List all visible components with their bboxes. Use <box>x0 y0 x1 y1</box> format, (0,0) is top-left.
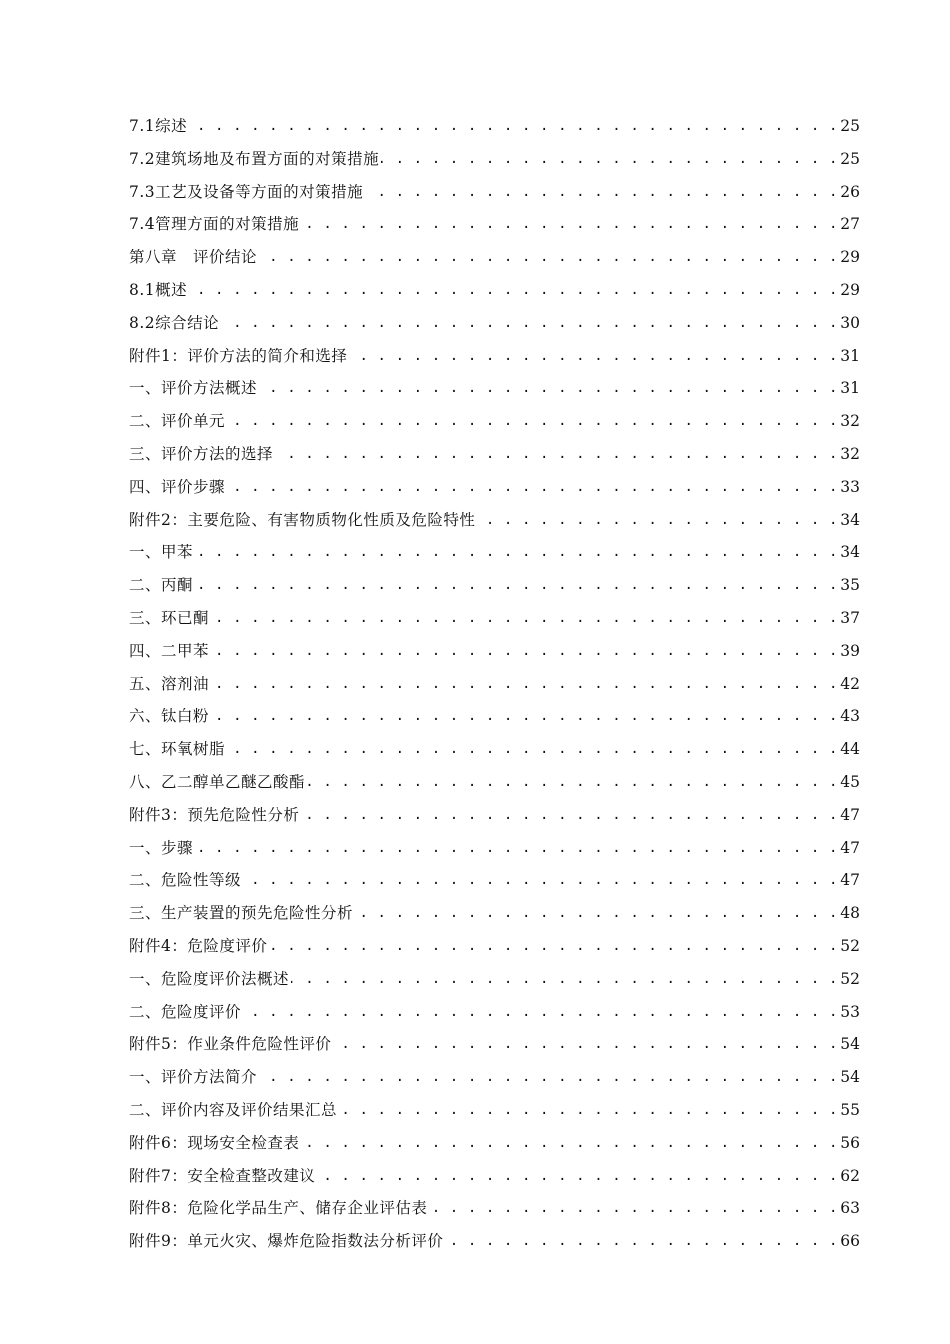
toc-entry[interactable] <box>129 241 860 274</box>
toc-dot-leader <box>307 766 838 799</box>
toc-entry[interactable] <box>129 1094 860 1127</box>
toc-entry-page-number: 47 <box>840 871 860 890</box>
toc-entry-page-number: 31 <box>840 346 860 365</box>
toc-dot-leader <box>259 1061 838 1094</box>
toc-entry-title: 一、评价方法概述 <box>129 379 258 398</box>
toc-dot-leader <box>445 1225 838 1258</box>
toc-entry-title: 附件7：安全检查整改建议 <box>129 1166 316 1185</box>
toc-entry-page-number: 47 <box>840 838 860 857</box>
toc-dot-leader <box>227 733 838 766</box>
toc-entry[interactable] <box>129 1225 860 1258</box>
toc-entry[interactable] <box>129 996 860 1029</box>
toc-entry-title: 二、丙酮 <box>129 576 194 595</box>
toc-entry-title: 三、评价方法的选择 <box>129 444 274 463</box>
toc-entry[interactable] <box>129 143 860 176</box>
toc-dot-leader <box>211 635 838 668</box>
toc-entry-page-number: 26 <box>840 182 860 201</box>
toc-dot-leader <box>381 143 838 176</box>
toc-entry-title: 六、钛白粉 <box>129 707 210 726</box>
toc-entry-page-number: 25 <box>840 149 860 168</box>
toc-entry-title: 七、环氧树脂 <box>129 740 226 759</box>
toc-dot-leader <box>275 438 838 471</box>
toc-entry-page-number: 48 <box>840 904 860 923</box>
toc-entry-title: 附件9：单元火灾、爆炸危险指数法分析评价 <box>129 1232 444 1251</box>
toc-entry[interactable] <box>129 668 860 701</box>
toc-entry-title: 一、步骤 <box>129 838 194 857</box>
toc-entry-title: 二、危险度评价 <box>129 1002 242 1021</box>
toc-entry[interactable] <box>129 405 860 438</box>
toc-entry-title: 8.1概述 <box>129 280 188 299</box>
toc-dot-leader <box>349 340 838 373</box>
toc-entry-title: 第八章 评价结论 <box>129 248 258 267</box>
toc-dot-leader <box>259 372 838 405</box>
toc-entry-title: 7.1综述 <box>129 117 188 135</box>
toc-entry-page-number: 27 <box>840 215 860 234</box>
toc-entry-title: 一、甲苯 <box>129 543 194 562</box>
toc-entry-title: 一、评价方法简介 <box>129 1068 258 1087</box>
toc-entry[interactable] <box>129 897 860 930</box>
toc-entry-page-number: 45 <box>840 772 860 791</box>
toc-entry[interactable] <box>129 602 860 635</box>
toc-dot-leader <box>259 241 838 274</box>
toc-dot-leader <box>195 569 838 602</box>
toc-entry-title: 附件5：作业条件危险性评价 <box>129 1035 332 1054</box>
toc-dot-leader <box>301 1127 838 1160</box>
toc-entry-title: 二、评价单元 <box>129 412 226 431</box>
toc-entry[interactable] <box>129 864 860 897</box>
toc-entry-page-number: 31 <box>840 379 860 398</box>
toc-dot-leader <box>333 1028 838 1061</box>
toc-entry-title: 附件1：评价方法的简介和选择 <box>129 346 348 365</box>
toc-dot-leader <box>477 504 838 537</box>
toc-entry-page-number: 54 <box>840 1068 860 1087</box>
toc-entry-title: 附件8：危险化学品生产、储存企业评估表 <box>129 1199 428 1218</box>
toc-entry-title: 附件6：现场安全检查表 <box>129 1133 300 1152</box>
toc-entry-page-number: 34 <box>840 543 860 562</box>
toc-entry[interactable] <box>129 1127 860 1160</box>
toc-dot-leader <box>339 1094 838 1127</box>
toc-entry-page-number: 55 <box>840 1100 860 1119</box>
toc-entry-title: 三、环已酮 <box>129 608 210 627</box>
toc-entry-page-number: 35 <box>840 576 860 595</box>
toc-entry[interactable] <box>129 1160 860 1193</box>
toc-entry-page-number: 25 <box>840 117 860 135</box>
toc-entry[interactable] <box>129 766 860 799</box>
toc-entry-page-number: 32 <box>840 444 860 463</box>
toc-entry[interactable] <box>129 372 860 405</box>
toc-entry[interactable] <box>129 110 860 143</box>
toc-entry[interactable] <box>129 438 860 471</box>
toc-dot-leader <box>227 405 838 438</box>
toc-entry-title: 7.2建筑场地及布置方面的对策措施 <box>129 149 380 168</box>
toc-entry[interactable] <box>129 1192 860 1225</box>
toc-dot-leader <box>291 963 838 996</box>
toc-dot-leader <box>269 930 838 963</box>
toc-entry[interactable] <box>129 635 860 668</box>
toc-entry[interactable] <box>129 536 860 569</box>
toc-entry-page-number: 32 <box>840 412 860 431</box>
toc-entry-page-number: 56 <box>840 1133 860 1152</box>
toc-entry[interactable] <box>129 733 860 766</box>
toc-entry[interactable] <box>129 832 860 865</box>
toc-entry-page-number: 37 <box>840 608 860 627</box>
toc-entry[interactable] <box>129 1028 860 1061</box>
toc-dot-leader <box>211 602 838 635</box>
toc-dot-leader <box>429 1192 838 1225</box>
toc-dot-leader <box>243 864 838 897</box>
toc-dot-leader <box>243 996 838 1029</box>
toc-dot-leader <box>195 536 838 569</box>
toc-entry[interactable] <box>129 1061 860 1094</box>
toc-entry[interactable] <box>129 504 860 537</box>
toc-dot-leader <box>211 668 838 701</box>
toc-entry[interactable] <box>129 471 860 504</box>
table-of-contents <box>129 110 860 1258</box>
toc-dot-leader <box>365 176 838 209</box>
toc-entry-page-number: 52 <box>840 969 860 988</box>
toc-dot-leader <box>301 799 838 832</box>
toc-entry-page-number: 34 <box>840 510 860 529</box>
toc-dot-leader <box>317 1160 838 1193</box>
toc-dot-leader <box>195 832 838 865</box>
toc-entry[interactable] <box>129 176 860 209</box>
toc-dot-leader <box>189 110 838 143</box>
toc-entry-page-number: 29 <box>840 280 860 299</box>
toc-entry-page-number: 44 <box>840 740 860 759</box>
toc-entry-title: 7.4管理方面的对策措施 <box>129 215 300 234</box>
toc-entry[interactable] <box>129 569 860 602</box>
toc-entry-title: 附件3：预先危险性分析 <box>129 805 300 824</box>
toc-entry-title: 五、溶剂油 <box>129 674 210 693</box>
toc-entry-page-number: 52 <box>840 936 860 955</box>
toc-entry-page-number: 66 <box>840 1232 860 1251</box>
toc-entry[interactable] <box>129 700 860 733</box>
toc-dot-leader <box>227 471 838 504</box>
toc-entry-page-number: 42 <box>840 674 860 693</box>
toc-entry-title: 四、二甲苯 <box>129 641 210 660</box>
toc-entry[interactable] <box>129 340 860 373</box>
toc-entry-page-number: 33 <box>840 477 860 496</box>
toc-dot-leader <box>189 274 838 307</box>
toc-entry-page-number: 63 <box>840 1199 860 1218</box>
toc-entry-page-number: 29 <box>840 248 860 267</box>
toc-entry-title: 八、乙二醇单乙醚乙酸酯 <box>129 772 306 791</box>
toc-entry-page-number: 39 <box>840 641 860 660</box>
toc-entry-page-number: 54 <box>840 1035 860 1054</box>
toc-dot-leader <box>301 208 838 241</box>
toc-entry[interactable] <box>129 963 860 996</box>
toc-dot-leader <box>221 307 838 340</box>
toc-entry-title: 附件2：主要危险、有害物质物化性质及危险特性 <box>129 510 476 529</box>
toc-entry-title: 四、评价步骤 <box>129 477 226 496</box>
toc-entry-title: 7.3工艺及设备等方面的对策措施 <box>129 182 364 201</box>
toc-entry[interactable] <box>129 208 860 241</box>
toc-entry-page-number: 53 <box>840 1002 860 1021</box>
toc-dot-leader <box>211 700 838 733</box>
toc-entry-page-number: 47 <box>840 805 860 824</box>
toc-entry-title: 二、危险性等级 <box>129 871 242 890</box>
toc-entry-page-number: 30 <box>840 313 860 332</box>
toc-entry-title: 三、生产装置的预先危险性分析 <box>129 904 354 923</box>
toc-entry[interactable] <box>129 274 860 307</box>
toc-entry-page-number: 62 <box>840 1166 860 1185</box>
toc-entry-title: 附件4：危险度评价 <box>129 936 268 955</box>
toc-entry[interactable] <box>129 307 860 340</box>
toc-dot-leader <box>355 897 838 930</box>
toc-entry-title: 8.2综合结论 <box>129 313 220 332</box>
toc-entry-title: 二、评价内容及评价结果汇总 <box>129 1100 338 1119</box>
toc-entry[interactable] <box>129 799 860 832</box>
toc-entry-title: 一、危险度评价法概述 <box>129 969 290 988</box>
toc-entry[interactable] <box>129 930 860 963</box>
toc-entry-page-number: 43 <box>840 707 860 726</box>
